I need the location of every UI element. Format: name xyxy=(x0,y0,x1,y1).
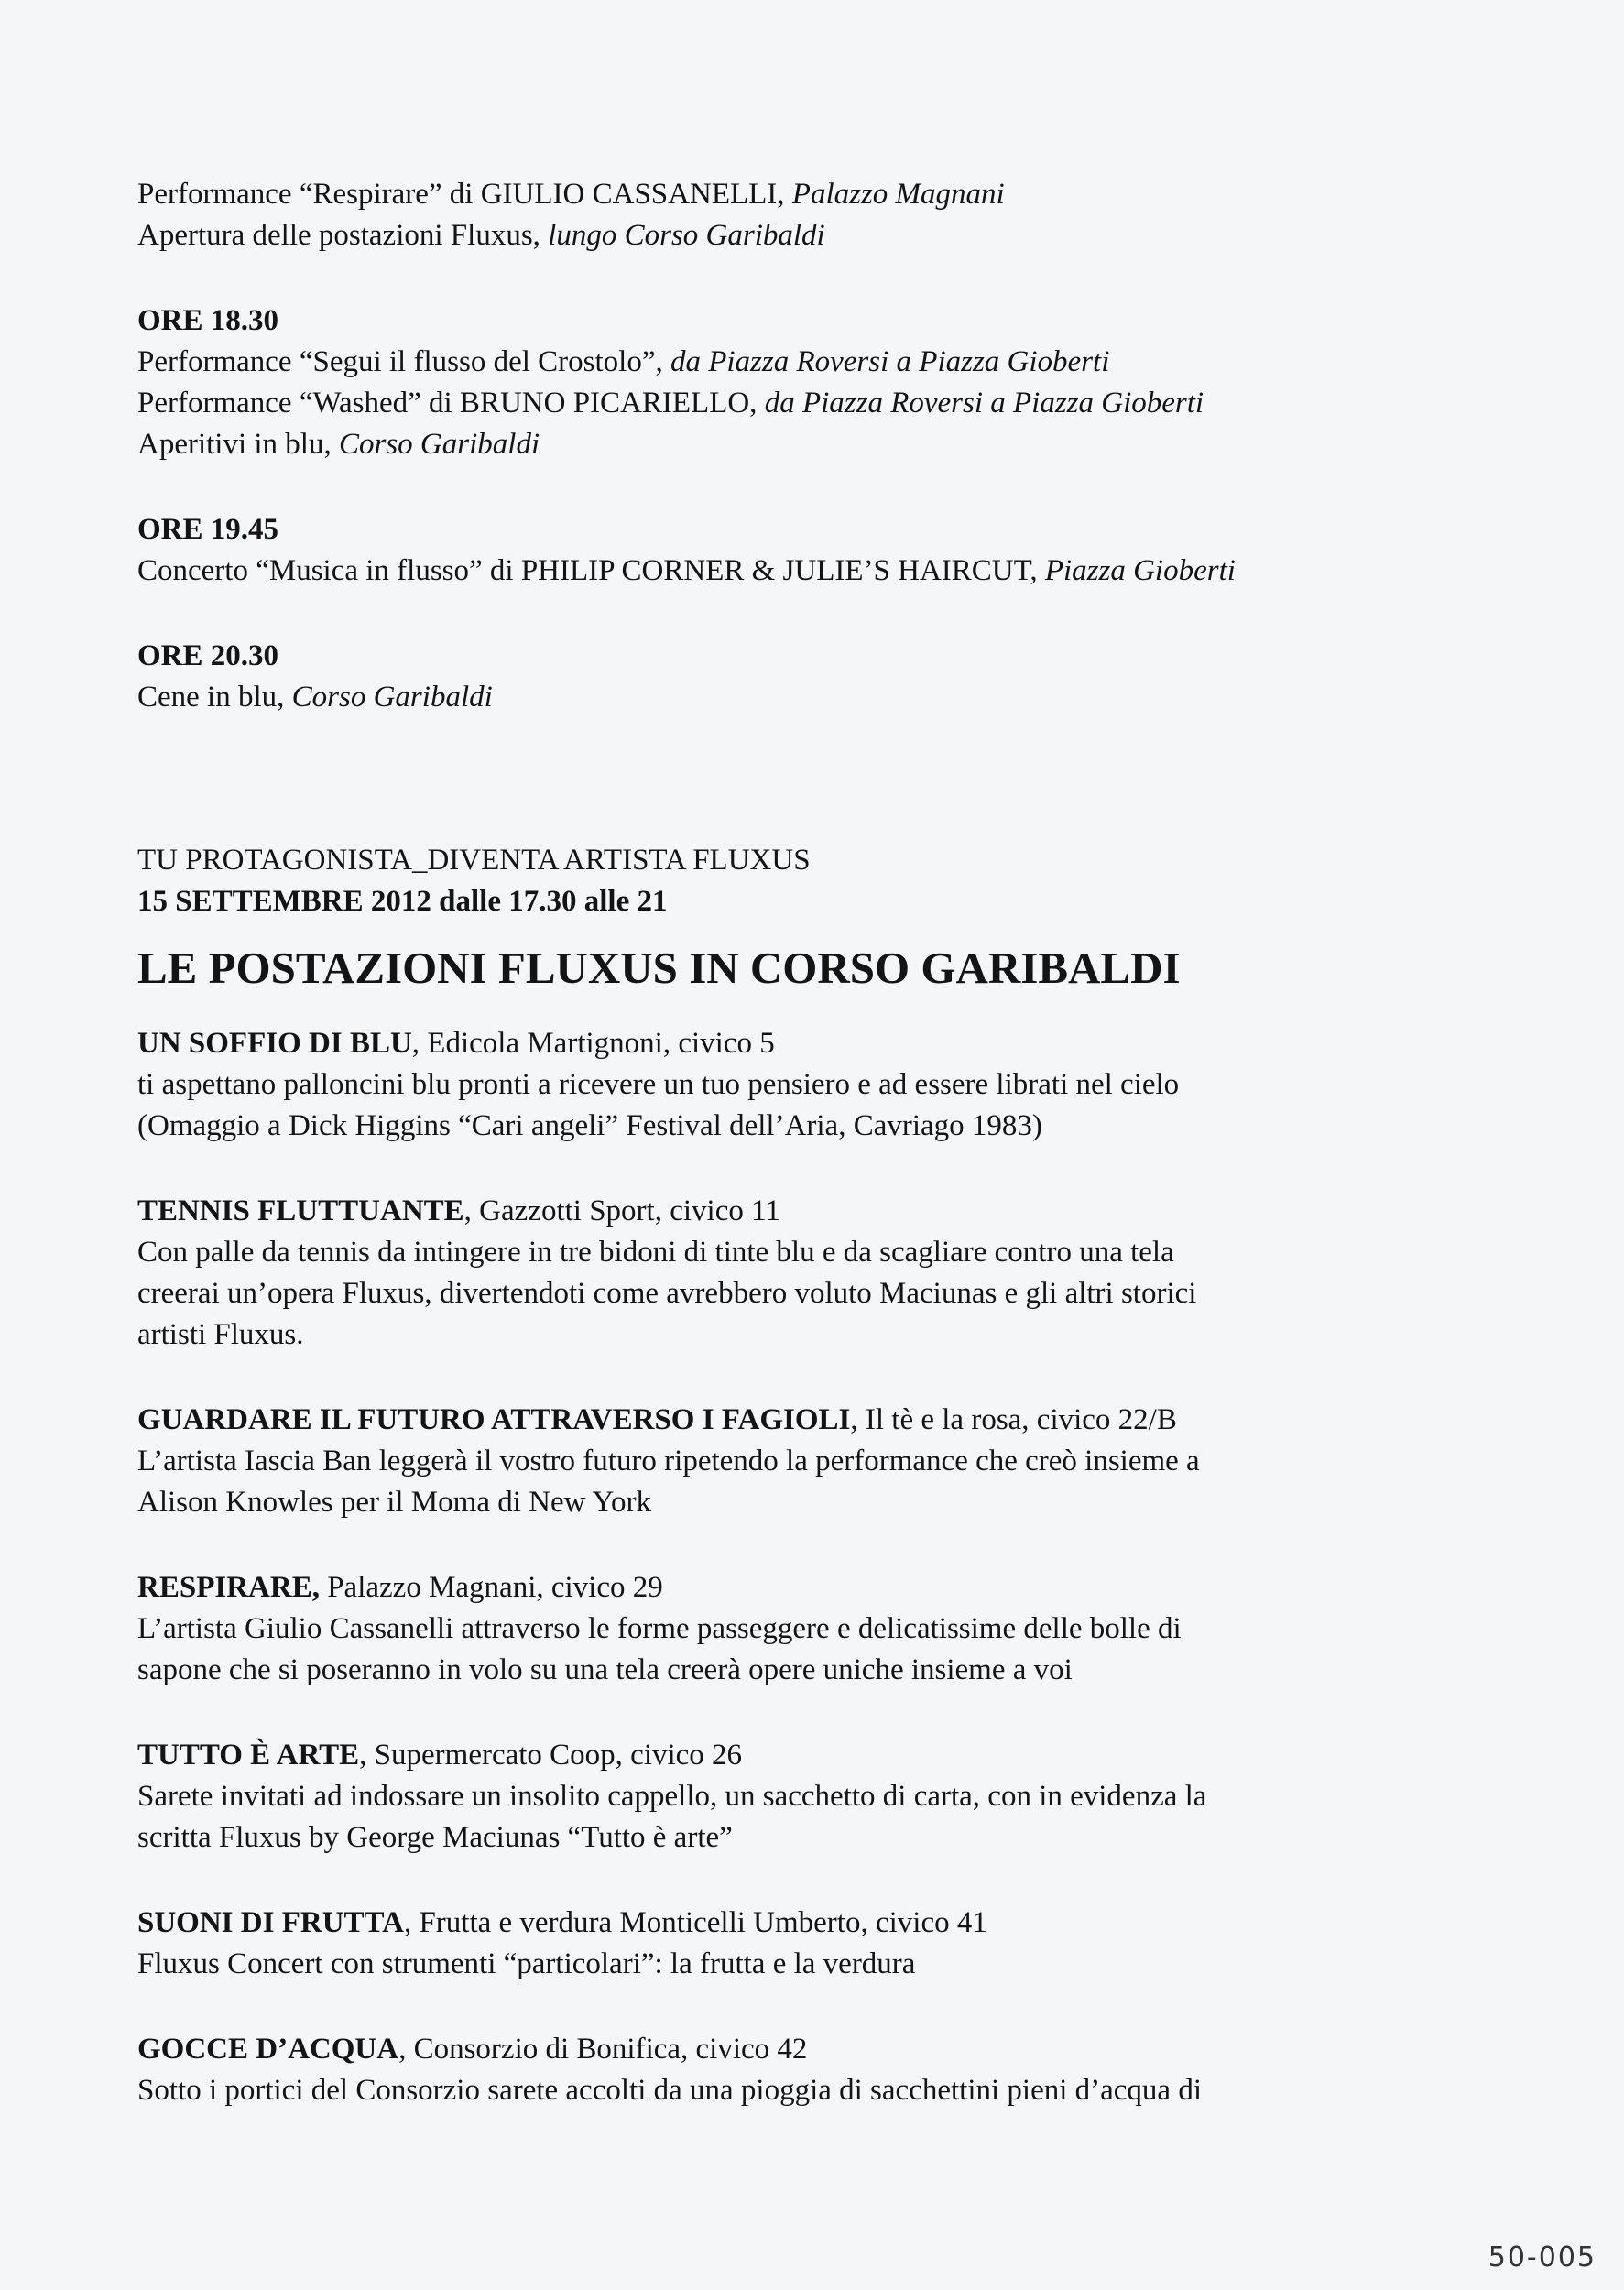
stations-list xyxy=(137,1023,1511,2111)
page-code: 50-005 xyxy=(1488,2241,1597,2274)
location-text: da Piazza Roversi a Piazza Gioberti xyxy=(764,387,1204,420)
station-location: , Il tè e la rosa, civico 22/B xyxy=(850,1403,1177,1436)
section-heading: LE POSTAZIONI FLUXUS IN CORSO GARIBALDI xyxy=(137,943,1181,993)
location-text: Corso Garibaldi xyxy=(338,428,540,461)
station-item xyxy=(137,1903,1511,1985)
schedule-line: Performance “Segui il flusso del Crostolo”, da Piazza Roversi a Piazza Gioberti xyxy=(137,345,1110,378)
tu-section xyxy=(137,840,1511,922)
schedule-line: Concerto “Musica in flusso” di PHILIP CORNER & JULIE’S HAIRCUT, Piazza Gioberti xyxy=(137,554,1236,587)
time-heading: ORE 20.30 xyxy=(137,639,279,672)
station-name: TENNIS FLUTTUANTE xyxy=(137,1194,464,1227)
document-page xyxy=(137,174,1511,2155)
location-text: Palazzo Magnani xyxy=(791,178,1005,211)
station-location: , Gazzotti Sport, civico 11 xyxy=(463,1194,780,1227)
station-description: (Omaggio a Dick Higgins “Cari angeli” Festival dell’Aria, Cavriago 1983) xyxy=(137,1109,1042,1142)
location-text: da Piazza Roversi a Piazza Gioberti xyxy=(670,345,1110,378)
schedule-line: Cene in blu, Corso Garibaldi xyxy=(137,681,493,714)
station-description: Sotto i portici del Consorzio sarete accolti da una pioggia di sacchettini pieni d’acqua di xyxy=(137,2074,1202,2107)
schedule-line: Performance “Washed” di BRUNO PICARIELLO, da Piazza Roversi a Piazza Gioberti xyxy=(137,387,1204,420)
station-item xyxy=(137,1191,1511,1356)
location-text: lungo Corso Garibaldi xyxy=(548,219,825,252)
station-name: UN SOFFIO DI BLU xyxy=(137,1027,412,1060)
schedule-line: Apertura delle postazioni Fluxus, lungo Corso Garibaldi xyxy=(137,219,825,252)
time-heading: ORE 18.30 xyxy=(137,304,279,337)
station-item xyxy=(137,1400,1511,1523)
schedule-block xyxy=(137,509,1511,592)
location-text: Corso Garibaldi xyxy=(291,681,493,714)
schedule-line: Aperitivi in blu, Corso Garibaldi xyxy=(137,428,540,461)
station-name: RESPIRARE, xyxy=(137,1571,320,1604)
station-location: Palazzo Magnani, civico 29 xyxy=(319,1571,663,1604)
time-heading: ORE 19.45 xyxy=(137,513,279,546)
station-description: creerai un’opera Fluxus, divertendoti come avrebbero voluto Maciunas e gli altri storici xyxy=(137,1277,1197,1310)
station-item xyxy=(137,1735,1511,1859)
tu-title: TU PROTAGONISTA_DIVENTA ARTISTA FLUXUS xyxy=(137,844,811,877)
station-item xyxy=(137,2029,1511,2111)
station-description: artisti Fluxus. xyxy=(137,1318,304,1351)
station-location: , Supermercato Coop, civico 26 xyxy=(359,1739,743,1772)
station-description: scritta Fluxus by George Maciunas “Tutto è arte” xyxy=(137,1821,733,1854)
schedule-block xyxy=(137,636,1511,718)
schedule-block xyxy=(137,300,1511,465)
station-description: L’artista Giulio Cassanelli attraverso le forme passeggere e delicatissime delle bolle di xyxy=(137,1612,1182,1645)
station-location: , Consorzio di Bonifica, civico 42 xyxy=(398,2033,808,2066)
schedule-line: Performance “Respirare” di GIULIO CASSANELLI, Palazzo Magnani xyxy=(137,178,1005,211)
station-name: GOCCE D’ACQUA xyxy=(137,2033,399,2066)
schedule-block xyxy=(137,174,1511,256)
location-text: Piazza Gioberti xyxy=(1044,554,1236,587)
station-name: SUONI DI FRUTTA xyxy=(137,1906,404,1939)
station-description: Alison Knowles per il Moma di New York xyxy=(137,1486,651,1519)
station-item xyxy=(137,1567,1511,1691)
station-item xyxy=(137,1023,1511,1147)
station-name: TUTTO È ARTE xyxy=(137,1739,360,1772)
tu-date: 15 SETTEMBRE 2012 dalle 17.30 alle 21 xyxy=(137,885,668,918)
station-description: L’artista Iascia Ban leggerà il vostro futuro ripetendo la performance che creò insieme a xyxy=(137,1445,1200,1478)
station-description: Fluxus Concert con strumenti “particolari”: la frutta e la verdura xyxy=(137,1947,916,1980)
station-description: Sarete invitati ad indossare un insolito cappello, un sacchetto di carta, con in evidenza la xyxy=(137,1780,1207,1813)
station-location: , Frutta e verdura Monticelli Umberto, civico 41 xyxy=(403,1906,987,1939)
station-description: ti aspettano palloncini blu pronti a ricevere un tuo pensiero e ad essere librati nel cielo xyxy=(137,1068,1180,1101)
station-description: sapone che si poseranno in volo su una tela creerà opere uniche insieme a voi xyxy=(137,1653,1073,1686)
station-description: Con palle da tennis da intingere in tre bidoni di tinte blu e da scagliare contro una tela xyxy=(137,1236,1174,1269)
station-location: , Edicola Martignoni, civico 5 xyxy=(411,1027,775,1060)
station-name: GUARDARE IL FUTURO ATTRAVERSO I FAGIOLI xyxy=(137,1403,851,1436)
spacer xyxy=(137,762,1511,840)
